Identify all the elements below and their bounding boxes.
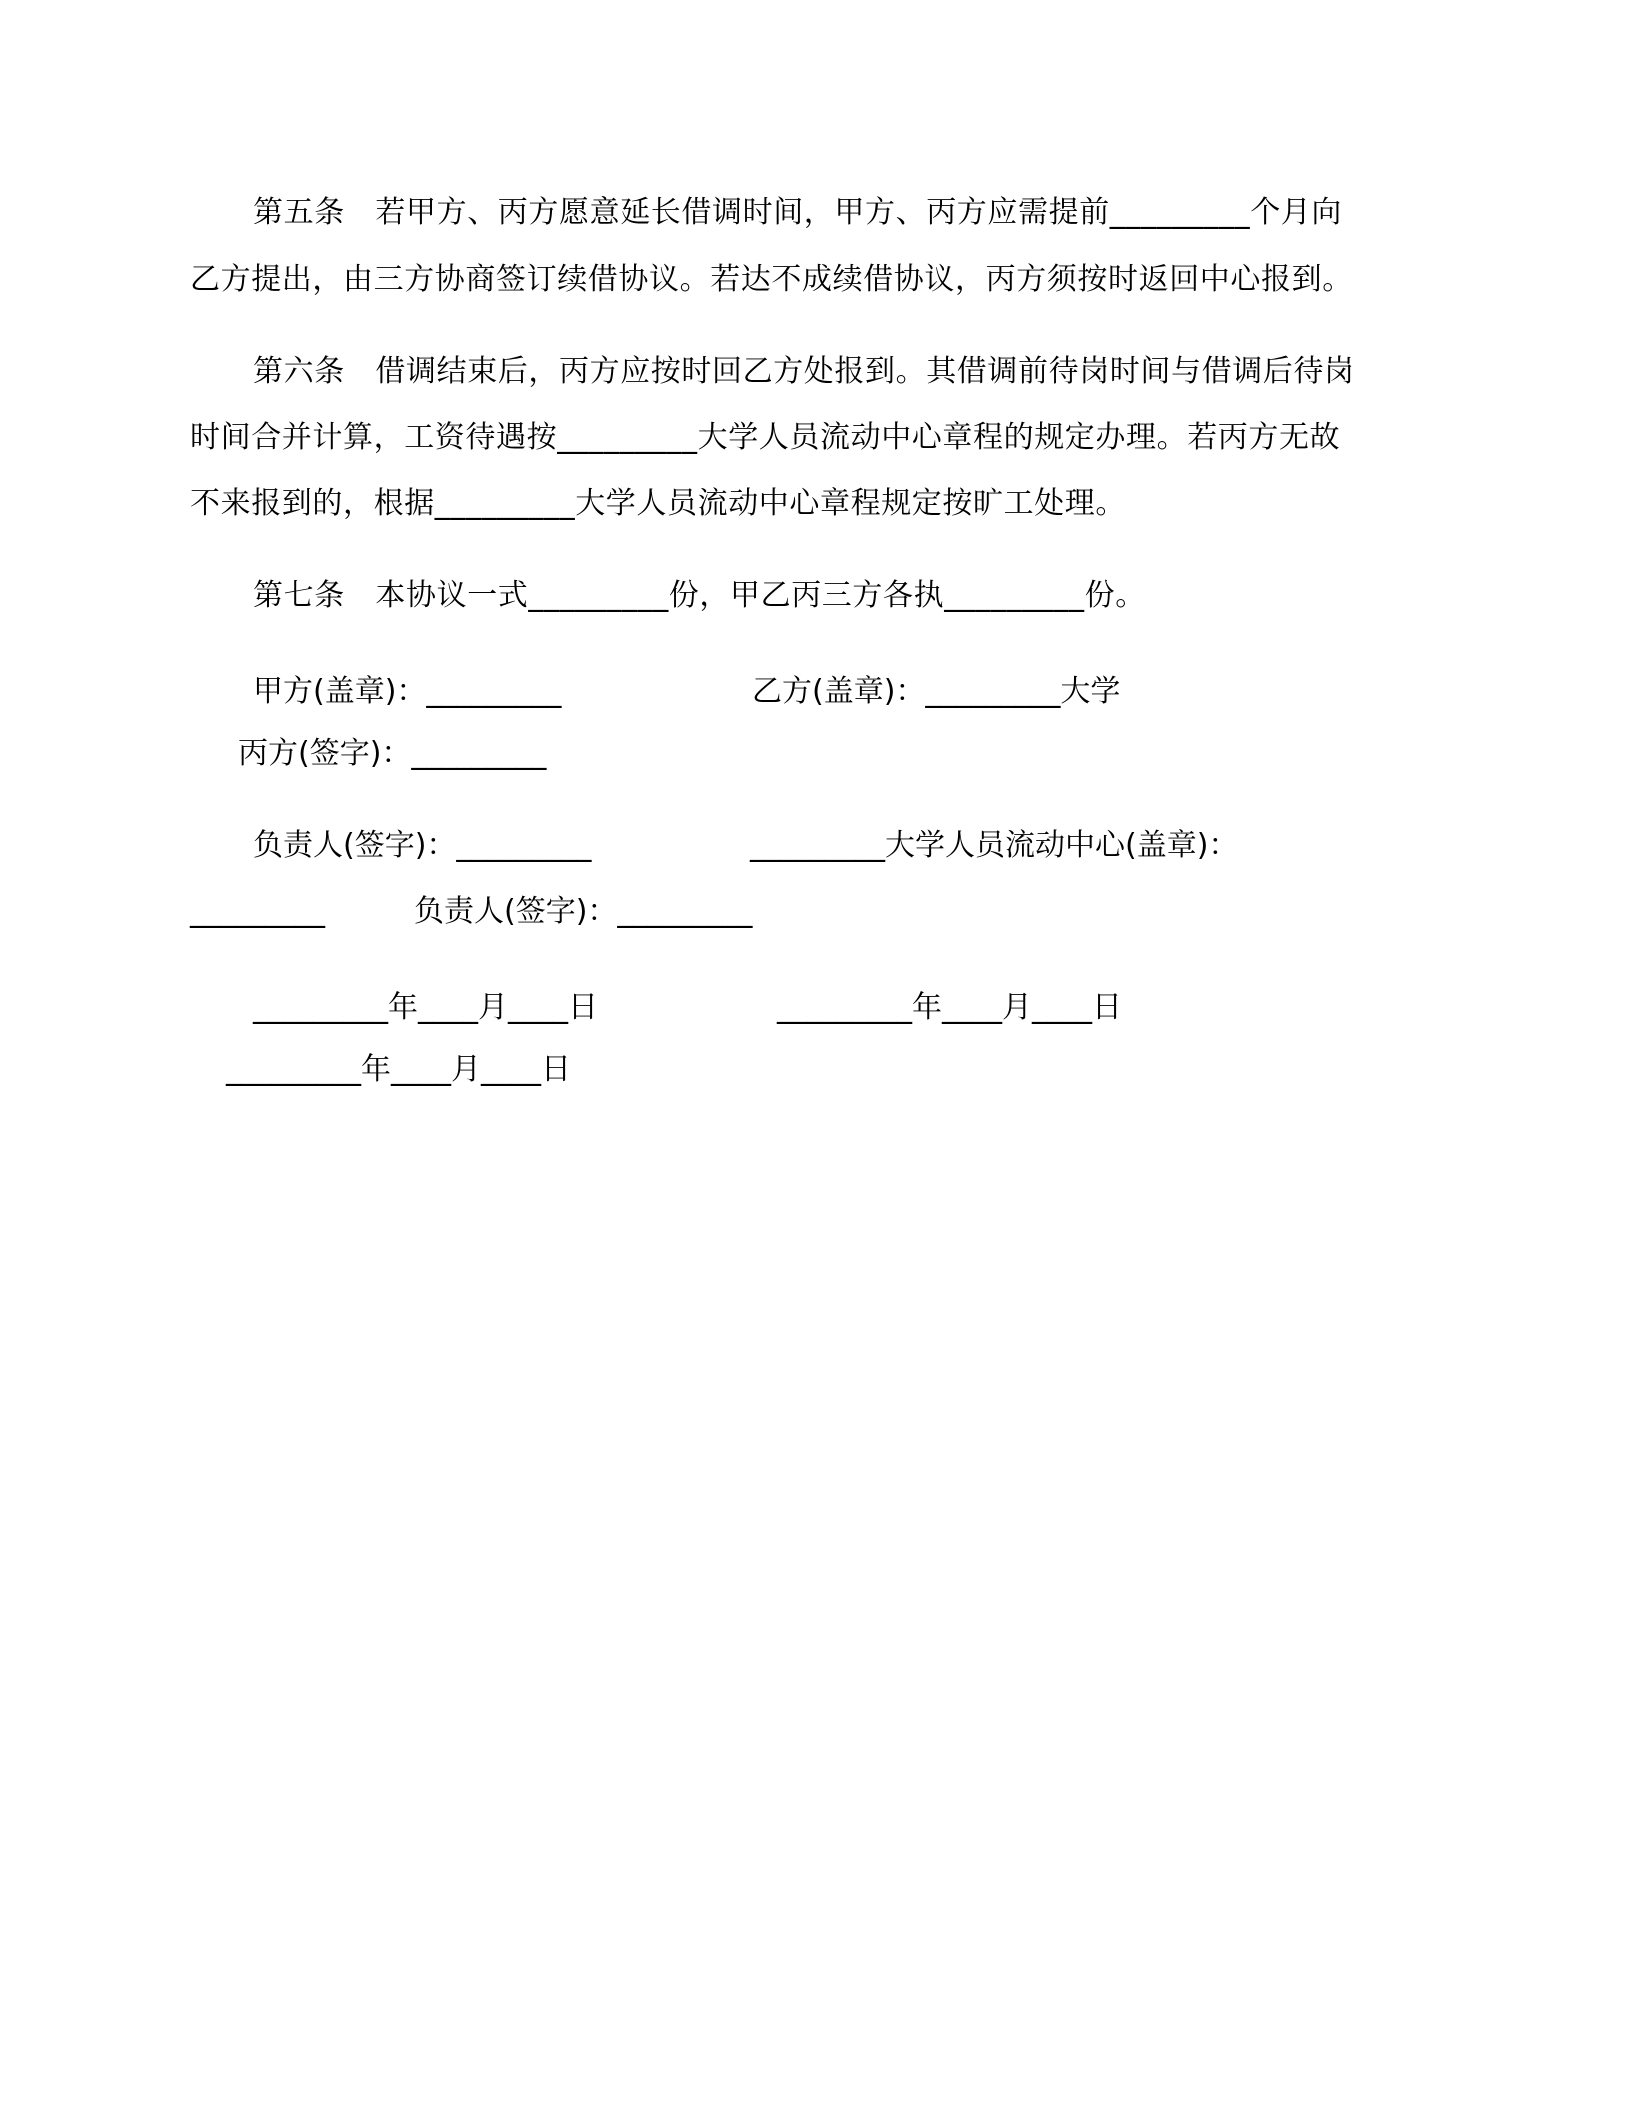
- date-b: _________年____月____日: [777, 990, 1122, 1025]
- date-c: _________年____月____日: [226, 1052, 571, 1087]
- center-seal-line: [750, 828, 1239, 863]
- date-c-line: [226, 1052, 571, 1087]
- center-blank-line: [190, 894, 325, 929]
- article-6-text-2: 时间合并计算，工资待遇按_________大学人员流动中心章程的规定办理。若丙方无故: [190, 420, 1341, 455]
- date-a-line: [253, 990, 598, 1025]
- center-blank: _________: [190, 894, 325, 929]
- party-b-seal: 乙方(盖章)：_________大学: [752, 674, 1121, 709]
- party-a-rep: 负责人(签字)：_________: [253, 828, 592, 863]
- article-5-line-1: [253, 195, 1342, 230]
- article-6-line-3: [190, 486, 1126, 521]
- article-5-text-2: 乙方提出，由三方协商签订续借协议。若达不成续借协议，丙方须按时返回中心报到。: [190, 262, 1353, 297]
- article-6-text-3: 不来报到的，根据_________大学人员流动中心章程规定按旷工处理。: [190, 486, 1126, 521]
- center-rep: 负责人(签字)：_________: [414, 894, 753, 929]
- article-5-line-2: [190, 262, 1353, 297]
- article-7-text-1: 第七条 本协议一式_________份，甲乙丙三方各执_________份。: [253, 578, 1146, 613]
- party-c-sign: 丙方(签字)：_________: [238, 736, 547, 771]
- date-b-line: [777, 990, 1122, 1025]
- article-6-line-1: [253, 354, 1355, 389]
- center-rep-line: [414, 894, 753, 929]
- date-a: _________年____月____日: [253, 990, 598, 1025]
- party-a-seal-line: [253, 674, 562, 709]
- party-a-seal: 甲方(盖章)：_________: [253, 674, 562, 709]
- article-7-line-1: [253, 578, 1146, 613]
- party-b-seal-line: [752, 674, 1121, 709]
- article-6-line-2: [190, 420, 1341, 455]
- party-a-rep-line: [253, 828, 592, 863]
- party-c-sign-line: [238, 736, 547, 771]
- article-6-text-1: 第六条 借调结束后，丙方应按时回乙方处报到。其借调前待岗时间与借调后待岗: [253, 354, 1355, 389]
- center-seal: _________大学人员流动中心(盖章)：: [750, 828, 1239, 863]
- article-5-text-1: 第五条 若甲方、丙方愿意延长借调时间，甲方、丙方应需提前_________个月向: [253, 195, 1342, 230]
